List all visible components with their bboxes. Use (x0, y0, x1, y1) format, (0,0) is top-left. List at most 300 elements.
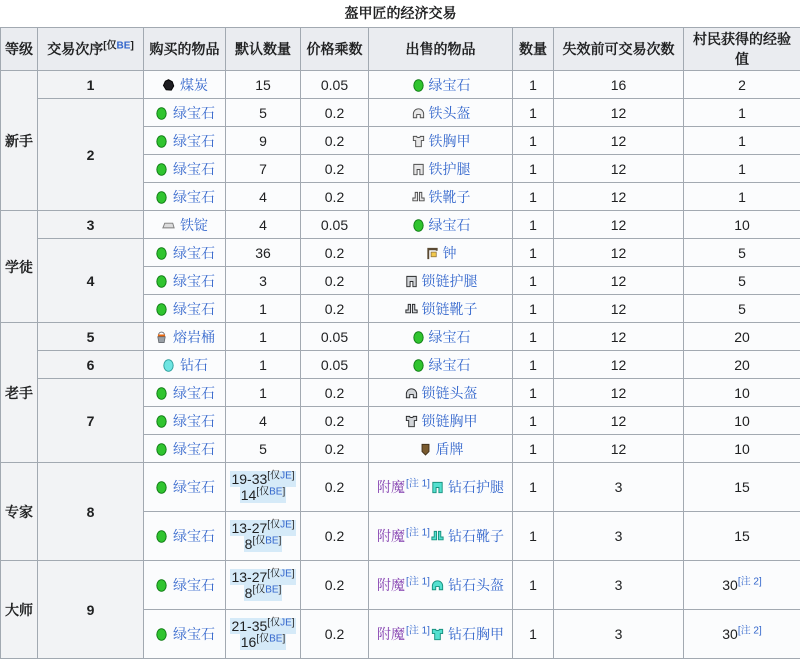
level-cell (1, 71, 38, 211)
buy-item-cell (144, 512, 226, 561)
villager-xp-cell (684, 512, 800, 561)
default-qty-cell (226, 183, 301, 211)
buy-item-link[interactable]: 绿宝石 (173, 244, 215, 261)
sup-bracket: [仅 (103, 40, 117, 52)
default-qty-value: 4 (259, 412, 267, 429)
sell-qty-value: 1 (529, 244, 537, 261)
trades-before-lock-cell (554, 323, 684, 351)
price-multiplier-cell (301, 379, 369, 407)
sell-qty-cell (513, 512, 554, 561)
column-header (38, 28, 144, 71)
column-header-label: 失效前可交易次数 (562, 41, 675, 57)
trades-before-lock-cell (554, 155, 684, 183)
default-qty-cell (226, 351, 301, 379)
level-cell (1, 463, 38, 561)
price-multiplier-value: 0.2 (324, 528, 345, 544)
sell-item-link[interactable]: 铁护腿 (428, 160, 471, 177)
buy-item-link[interactable]: 煤炭 (180, 76, 208, 93)
diamond-helmet-icon (430, 578, 445, 593)
sell-qty-cell (513, 155, 554, 183)
sup-bracket: ] (278, 584, 282, 596)
column-header-label: 村民获得的经验值 (693, 31, 791, 67)
edition-tag-link[interactable]: JE (280, 470, 292, 482)
trades-before-lock-value: 12 (610, 384, 627, 401)
trades-before-lock-value: 12 (610, 300, 627, 317)
buy-item-cell (144, 183, 226, 211)
villager-xp-value: 1 (738, 132, 746, 149)
buy-item-link[interactable]: 熔岩桶 (173, 328, 215, 345)
note-ref-sup (738, 625, 762, 636)
buy-item-link[interactable]: 绿宝石 (173, 188, 215, 205)
sell-qty-cell (513, 379, 554, 407)
villager-xp-value: 15 (734, 528, 750, 544)
column-header (684, 28, 800, 71)
trades-before-lock-cell (554, 379, 684, 407)
price-multiplier-value: 0.05 (320, 216, 349, 233)
sell-qty-cell (513, 183, 554, 211)
note-ref-sup (406, 576, 430, 587)
sell-item-cell (369, 407, 513, 435)
price-multiplier-cell (301, 351, 369, 379)
trade-order-cell (38, 323, 144, 351)
buy-item-link[interactable]: 绿宝石 (173, 479, 215, 495)
default-qty-cell (226, 435, 301, 463)
trade-order-label: 7 (86, 412, 95, 429)
edition-tag-link[interactable]: BE (265, 584, 279, 596)
default-qty-cell (226, 155, 301, 183)
chain-leggings-icon (404, 274, 419, 289)
sell-qty-cell (513, 407, 554, 435)
chain-helmet-icon (404, 386, 419, 401)
price-multiplier-value: 0.2 (324, 412, 345, 429)
column-header-label: 等级 (5, 41, 33, 57)
sell-qty-cell (513, 610, 554, 659)
trade-order-cell (38, 561, 144, 659)
buy-item-link[interactable]: 铁锭 (180, 216, 208, 233)
trade-order-cell (38, 239, 144, 323)
iron-leggings-icon (411, 162, 426, 177)
default-qty-cell (226, 71, 301, 99)
iron-boots-icon (411, 190, 426, 205)
sell-qty-value: 1 (529, 300, 537, 317)
villager-xp-cell (684, 435, 800, 463)
page-title: 盔甲匠的经济交易 (344, 5, 457, 21)
default-qty-value: 3 (259, 272, 267, 289)
trades-before-lock-cell (554, 351, 684, 379)
sell-qty-cell (513, 239, 554, 267)
price-multiplier-cell (301, 127, 369, 155)
sell-item-link[interactable]: 绿宝石 (428, 76, 471, 93)
buy-item-link[interactable]: 绿宝石 (173, 577, 215, 593)
villager-xp-value: 1 (738, 188, 746, 205)
sell-qty-value: 1 (529, 76, 537, 93)
villager-xp-value: 30 (722, 577, 738, 593)
note-ref-sup (738, 576, 762, 587)
default-qty-cell (226, 323, 301, 351)
sell-item-cell (369, 183, 513, 211)
villager-xp-value: 20 (734, 328, 750, 345)
default-qty-cell (226, 295, 301, 323)
villager-xp-value: 10 (734, 384, 750, 401)
villager-xp-value: 20 (734, 356, 750, 373)
sell-item-link[interactable]: 锁链头盔 (421, 384, 478, 401)
edition-sup (252, 535, 281, 546)
sell-qty-value: 1 (529, 528, 537, 544)
note-ref-link[interactable]: [注 2] (737, 625, 762, 637)
edition-tag-link[interactable]: BE (265, 535, 279, 547)
edition-tag-link[interactable]: JE (280, 519, 292, 531)
emerald-icon (154, 302, 169, 317)
price-multiplier-value: 0.2 (324, 272, 345, 289)
price-multiplier-cell (301, 435, 369, 463)
sell-qty-cell (513, 463, 554, 512)
trade-order-cell (38, 71, 144, 99)
trade-order-label: 4 (86, 272, 95, 289)
sell-item-link[interactable]: 钻石靴子 (447, 528, 504, 544)
qty-je (230, 618, 295, 634)
default-qty-value: 4 (259, 188, 267, 205)
trade-order-label: 2 (86, 146, 95, 163)
price-multiplier-value: 0.2 (324, 132, 345, 149)
default-qty-cell (226, 407, 301, 435)
price-multiplier-cell (301, 155, 369, 183)
sell-qty-value: 1 (529, 272, 537, 289)
sell-item-link[interactable]: 锁链胸甲 (421, 412, 478, 429)
default-qty-value: 9 (259, 132, 267, 149)
sell-item-link[interactable]: 钻石护腿 (447, 479, 504, 495)
column-header-label: 数量 (519, 41, 547, 57)
buy-item-cell (144, 239, 226, 267)
emerald-icon (154, 442, 169, 457)
note-ref-link[interactable]: [注 2] (737, 576, 762, 588)
villager-xp-cell (684, 561, 800, 610)
sell-item-cell (369, 323, 513, 351)
sell-qty-cell (513, 561, 554, 610)
shield-icon (418, 442, 433, 457)
emerald-icon (154, 162, 169, 177)
enchanted-link[interactable]: 附魔 (377, 577, 406, 593)
edition-tag-link[interactable]: BE (116, 40, 131, 52)
price-multiplier-value: 0.05 (320, 356, 349, 373)
default-qty-value: 15 (255, 76, 271, 93)
column-header (369, 28, 513, 71)
price-multiplier-value: 0.2 (324, 244, 345, 261)
trade-order-label: 8 (86, 503, 95, 520)
note-ref-link[interactable]: [注 1] (406, 625, 430, 637)
trades-before-lock-value: 12 (610, 104, 627, 121)
trade-order-cell (38, 463, 144, 561)
level-label: 老手 (5, 384, 33, 401)
sell-qty-cell (513, 127, 554, 155)
column-header (1, 28, 38, 71)
villager-xp-cell (684, 267, 800, 295)
enchanted-link[interactable]: 附魔 (377, 626, 406, 642)
price-multiplier-cell (301, 610, 369, 659)
note-ref-link[interactable]: [注 1] (406, 478, 430, 490)
column-header-label: 价格乘数 (306, 41, 363, 57)
sell-item-link[interactable]: 盾牌 (435, 440, 464, 457)
sell-qty-cell (513, 435, 554, 463)
sup-bracket: [仅 (252, 535, 266, 547)
villager-xp-cell (684, 379, 800, 407)
sell-qty-cell (513, 71, 554, 99)
edition-tag-link[interactable]: BE (269, 633, 283, 645)
sup-bracket: [仅 (267, 617, 281, 629)
sell-qty-cell (513, 295, 554, 323)
sup-bracket: [仅 (267, 470, 281, 482)
edition-tag-link[interactable]: JE (280, 568, 292, 580)
trade-order-label: 3 (86, 216, 95, 233)
emerald-icon (411, 78, 426, 93)
villager-xp-cell (684, 295, 800, 323)
table-row (1, 71, 800, 99)
villager-xp-cell (684, 211, 800, 239)
villager-xp-cell (684, 71, 800, 99)
buy-item-cell (144, 71, 226, 99)
sell-item-link[interactable]: 绿宝石 (428, 356, 471, 373)
emerald-icon (154, 246, 169, 261)
default-qty-cell (226, 267, 301, 295)
sell-qty-value: 1 (529, 188, 537, 205)
buy-item-cell (144, 295, 226, 323)
edition-sup (256, 633, 285, 644)
sell-item-link[interactable]: 钻石胸甲 (447, 626, 504, 642)
qty-je (230, 520, 295, 536)
enchanted-link[interactable]: 附魔 (377, 528, 406, 544)
enchanted-link[interactable]: 附魔 (377, 479, 406, 495)
sell-qty-cell (513, 267, 554, 295)
qty-be (240, 487, 286, 503)
sell-qty-cell (513, 351, 554, 379)
trades-before-lock-cell (554, 610, 684, 659)
column-header-label: 交易次序 (47, 41, 104, 57)
trades-before-lock-value: 16 (610, 76, 627, 93)
villager-xp-cell (684, 239, 800, 267)
villager-xp-value: 1 (738, 104, 746, 121)
trades-before-lock-value: 12 (610, 244, 627, 261)
price-multiplier-cell (301, 407, 369, 435)
chain-chestplate-icon (404, 414, 419, 429)
level-label: 学徒 (5, 258, 33, 275)
buy-item-cell (144, 379, 226, 407)
trades-before-lock-cell (554, 127, 684, 155)
note-ref-link[interactable]: [注 1] (406, 527, 430, 539)
edition-sup (267, 568, 294, 579)
buy-item-link[interactable]: 绿宝石 (173, 528, 215, 544)
sell-item-cell (369, 379, 513, 407)
trades-before-lock-cell (554, 211, 684, 239)
table-row (1, 561, 800, 610)
sell-item-link[interactable]: 锁链护腿 (421, 272, 478, 289)
default-qty-value: 5 (259, 440, 267, 457)
trades-before-lock-value: 3 (614, 528, 623, 544)
sell-qty-value: 1 (529, 479, 537, 495)
villager-xp-value: 5 (738, 244, 746, 261)
sell-item-cell (369, 239, 513, 267)
qty-je-value: 19-33 (231, 471, 268, 487)
price-multiplier-cell (301, 183, 369, 211)
qty-be (240, 634, 286, 650)
trades-before-lock-cell (554, 463, 684, 512)
villager-xp-cell (684, 463, 800, 512)
emerald-icon (154, 627, 169, 642)
trades-before-lock-value: 12 (610, 216, 627, 233)
coal-icon (161, 78, 176, 93)
qty-be-value: 16 (240, 634, 257, 650)
buy-item-link[interactable]: 绿宝石 (173, 104, 215, 121)
sell-item-link[interactable]: 铁靴子 (428, 188, 471, 205)
qty-be-value: 8 (244, 536, 253, 552)
price-multiplier-value: 0.2 (324, 440, 345, 457)
buy-item-link[interactable]: 绿宝石 (173, 300, 215, 317)
column-header-label: 默认数量 (235, 41, 291, 57)
sell-item-link[interactable]: 绿宝石 (428, 328, 471, 345)
sell-item-cell (369, 463, 513, 512)
villager-xp-value: 30 (722, 626, 738, 642)
emerald-icon (411, 218, 426, 233)
price-multiplier-value: 0.2 (324, 626, 345, 642)
column-header (513, 28, 554, 71)
bell-icon (425, 246, 440, 261)
default-qty-cell (226, 512, 301, 561)
table-row (1, 239, 800, 267)
sup-bracket: ] (278, 535, 282, 547)
qty-be-value: 14 (240, 487, 257, 503)
buy-item-cell (144, 127, 226, 155)
edition-sup (252, 584, 281, 595)
note-ref-link[interactable]: [注 1] (406, 576, 430, 588)
level-label: 大师 (5, 601, 33, 618)
edition-tag-link[interactable]: JE (280, 617, 292, 629)
buy-item-link[interactable]: 绿宝石 (173, 440, 215, 457)
level-cell (1, 211, 38, 323)
trades-before-lock-value: 12 (610, 440, 627, 457)
sup-bracket: ] (282, 633, 286, 645)
villager-xp-value: 1 (738, 160, 746, 177)
buy-item-link[interactable]: 绿宝石 (173, 626, 215, 642)
trades-before-lock-cell (554, 71, 684, 99)
sell-item-link[interactable]: 钟 (442, 244, 457, 261)
column-header-label: 出售的物品 (405, 41, 476, 57)
edition-sup (267, 470, 294, 481)
trades-before-lock-cell (554, 267, 684, 295)
villager-xp-cell (684, 610, 800, 659)
column-header (226, 28, 301, 71)
sup-bracket: ] (282, 486, 286, 498)
diamond-boots-icon (430, 529, 445, 544)
buy-item-cell (144, 211, 226, 239)
sell-item-link[interactable]: 铁胸甲 (428, 132, 471, 149)
edition-sup (267, 519, 294, 530)
sell-item-cell (369, 99, 513, 127)
default-qty-value: 1 (259, 300, 267, 317)
price-multiplier-value: 0.2 (324, 300, 345, 317)
table-row (1, 211, 800, 239)
buy-item-link[interactable]: 绿宝石 (173, 384, 215, 401)
trades-before-lock-value: 12 (610, 132, 627, 149)
sell-qty-value: 1 (529, 356, 537, 373)
emerald-icon (154, 414, 169, 429)
buy-item-link[interactable]: 绿宝石 (173, 272, 215, 289)
sell-item-cell (369, 211, 513, 239)
table-row (1, 99, 800, 127)
sell-qty-cell (513, 99, 554, 127)
emerald-icon (154, 274, 169, 289)
default-qty-value: 4 (259, 216, 267, 233)
trade-order-cell (38, 211, 144, 239)
trades-before-lock-value: 3 (614, 577, 623, 593)
chain-boots-icon (404, 302, 419, 317)
villager-xp-value: 5 (738, 272, 746, 289)
trade-order-label: 1 (86, 76, 95, 93)
trades-before-lock-value: 12 (610, 272, 627, 289)
sell-qty-cell (513, 211, 554, 239)
villager-xp-cell (684, 155, 800, 183)
sell-item-cell (369, 610, 513, 659)
buy-item-link[interactable]: 绿宝石 (173, 132, 215, 149)
sell-item-link[interactable]: 钻石头盔 (447, 577, 504, 593)
default-qty-cell (226, 127, 301, 155)
price-multiplier-cell (301, 561, 369, 610)
buy-item-cell (144, 323, 226, 351)
diamond-icon (161, 358, 176, 373)
edition-tag-link[interactable]: BE (269, 486, 283, 498)
trades-before-lock-value: 12 (610, 356, 627, 373)
sell-item-link[interactable]: 绿宝石 (428, 216, 471, 233)
villager-xp-cell (684, 127, 800, 155)
buy-item-link[interactable]: 绿宝石 (173, 160, 215, 177)
emerald-icon (411, 330, 426, 345)
price-multiplier-value: 0.05 (320, 76, 349, 93)
villager-xp-cell (684, 99, 800, 127)
sell-item-cell (369, 155, 513, 183)
note-ref-sup (406, 527, 430, 538)
sell-qty-value: 1 (529, 412, 537, 429)
buy-item-link[interactable]: 钻石 (180, 356, 208, 373)
villager-xp-value: 5 (738, 300, 746, 317)
sell-item-cell (369, 267, 513, 295)
trades-before-lock-value: 3 (614, 626, 623, 642)
buy-item-link[interactable]: 绿宝石 (173, 412, 215, 429)
iron-chestplate-icon (411, 134, 426, 149)
emerald-icon (411, 358, 426, 373)
column-header (301, 28, 369, 71)
sup-bracket: [仅 (256, 633, 270, 645)
sell-qty-value: 1 (529, 132, 537, 149)
sell-qty-value: 1 (529, 626, 537, 642)
trades-before-lock-value: 12 (610, 328, 627, 345)
level-label: 专家 (5, 503, 33, 520)
emerald-icon (154, 134, 169, 149)
trades-before-lock-cell (554, 183, 684, 211)
villager-xp-cell (684, 351, 800, 379)
sell-item-cell (369, 127, 513, 155)
default-qty-cell (226, 561, 301, 610)
qty-je (230, 569, 295, 585)
trades-before-lock-cell (554, 512, 684, 561)
default-qty-value: 7 (259, 160, 267, 177)
sup-bracket: ] (291, 519, 295, 531)
table-row (1, 351, 800, 379)
sell-item-link[interactable]: 锁链靴子 (421, 300, 478, 317)
edition-sup (267, 617, 294, 628)
sup-bracket: ] (291, 617, 295, 629)
table-body (1, 71, 800, 659)
price-multiplier-value: 0.2 (324, 479, 345, 495)
emerald-icon (154, 106, 169, 121)
sell-item-link[interactable]: 铁头盔 (428, 104, 471, 121)
level-cell (1, 323, 38, 463)
